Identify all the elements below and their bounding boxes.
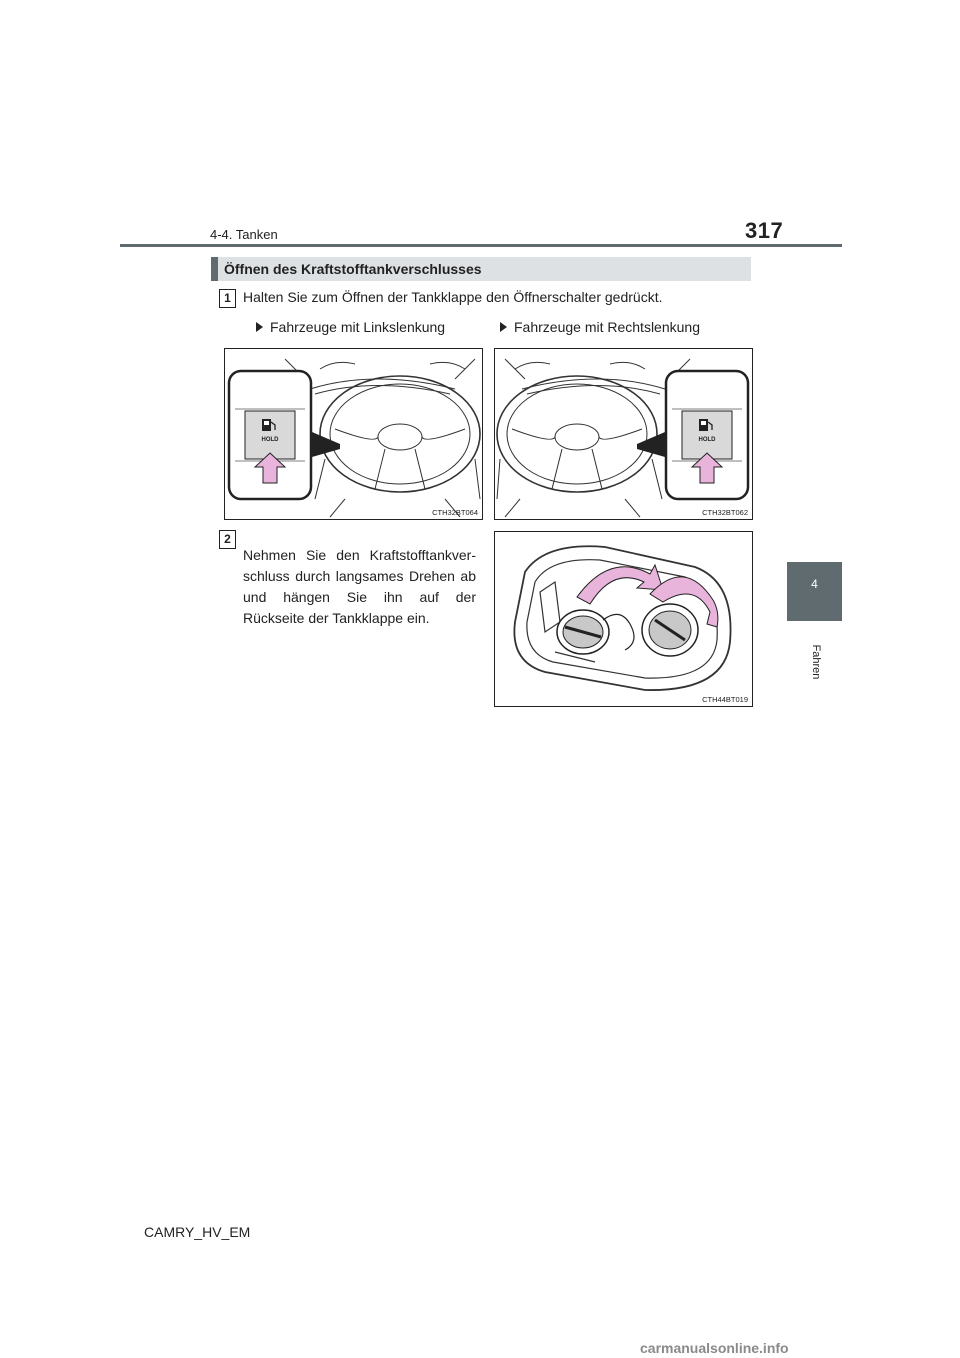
figure-code-cap: CTH44BT019 bbox=[702, 695, 748, 704]
fuel-cap-illustration bbox=[495, 532, 752, 706]
removed-fuel-cap bbox=[557, 610, 634, 654]
subsection-marker bbox=[211, 257, 218, 281]
step-2-text: Nehmen Sie den Kraftstofftankver-schluss durch langsames Drehen ab und hängen Sie ihn auf der Rückseite der Tankklappe ein. bbox=[243, 547, 476, 626]
hold-label: HOLD bbox=[261, 437, 279, 443]
rotation-arrow-1 bbox=[577, 565, 663, 604]
variant-rhd-label: Fahrzeuge mit Rechtslenkung bbox=[514, 319, 700, 335]
bullet-triangle-icon bbox=[500, 322, 507, 332]
subsection-heading bbox=[211, 257, 751, 281]
variant-lhd bbox=[256, 319, 445, 335]
bullet-triangle-icon bbox=[256, 322, 263, 332]
page-number: 317 bbox=[745, 218, 784, 243]
chapter-number: 4 bbox=[811, 577, 818, 591]
fuel-filler-neck bbox=[642, 604, 698, 656]
hold-label: HOLD bbox=[698, 437, 716, 443]
footer-doc-code: CAMRY_HV_EM bbox=[144, 1224, 251, 1240]
section-title: 4-4. Tanken bbox=[210, 227, 278, 242]
variant-rhd bbox=[500, 319, 700, 335]
step-1-badge: 1 bbox=[219, 289, 236, 308]
step-1-text: Halten Sie zum Öffnen der Tankklappe den Öffnerschalter gedrückt. bbox=[243, 289, 663, 305]
figure-code-lhd: CTH32BT064 bbox=[432, 508, 478, 517]
subsection-title: Öffnen des Kraftstofftankverschlusses bbox=[224, 261, 482, 277]
figure-lhd-dashboard bbox=[224, 348, 483, 520]
watermark: carmanualsonline.info bbox=[640, 1340, 789, 1356]
chapter-tab bbox=[787, 562, 842, 621]
dashboard-illustration bbox=[225, 349, 482, 519]
dashboard-illustration bbox=[495, 349, 752, 519]
figure-rhd-dashboard bbox=[494, 348, 753, 520]
variant-lhd-label: Fahrzeuge mit Linkslenkung bbox=[270, 319, 446, 335]
chapter-label: Fahren bbox=[810, 644, 822, 680]
figure-fuel-cap bbox=[494, 531, 753, 707]
header-divider bbox=[120, 244, 842, 247]
figure-code-rhd: CTH32BT062 bbox=[702, 508, 748, 517]
step-2-badge: 2 bbox=[219, 530, 236, 549]
